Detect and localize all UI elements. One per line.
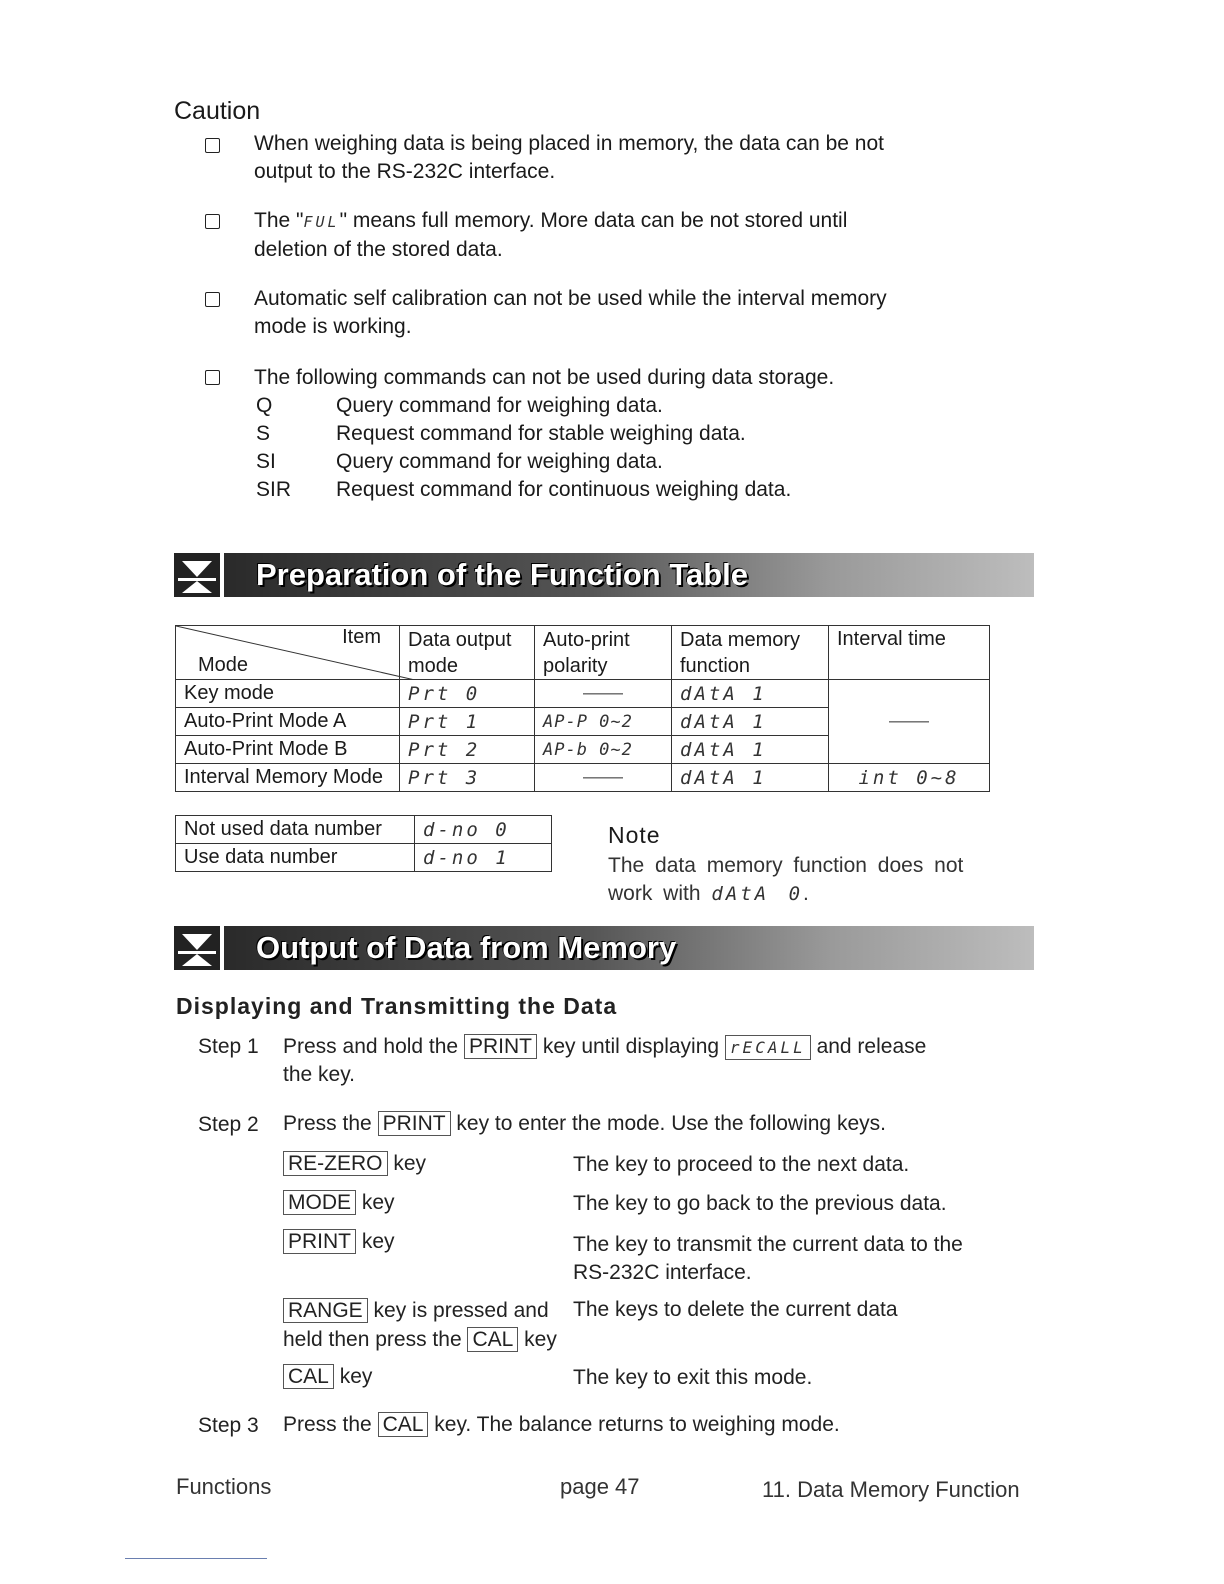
key-range: RANGE key is pressed and held then press the CAL key: [283, 1299, 557, 1351]
key-description: The key to transmit the current data to the RS-232C interface.: [573, 1233, 963, 1284]
print-key: PRINT: [464, 1034, 537, 1059]
key-description: The key to proceed to the next data.: [573, 1153, 910, 1176]
down-arrow-icon: [174, 926, 220, 970]
section-title: Preparation of the Function Table: [256, 557, 749, 592]
data-number-table: [175, 815, 552, 872]
caution-item-4: The following commands can not be used during data storage.: [254, 366, 835, 389]
key-rezero: RE-ZERO key: [283, 1151, 426, 1176]
section-banner-function-table: [174, 553, 1034, 597]
key-description: The key to exit this mode.: [573, 1366, 813, 1389]
step-2-label: Step 2: [198, 1113, 259, 1136]
cal-key: CAL: [378, 1412, 429, 1437]
caution-heading: Caution: [174, 97, 261, 125]
table-row: Use data number d-no 1: [176, 844, 552, 872]
footer-left: Functions: [176, 1474, 272, 1499]
section-banner-output-data: [174, 926, 1034, 970]
table-row: Auto-Print Mode A Prt 1 AP-P 0~2 dAtA 1: [176, 708, 990, 736]
table-row: Interval Memory Mode Prt 3 —— dAtA 1 int 0~8: [176, 764, 990, 792]
down-arrow-icon: [174, 553, 220, 597]
bullet-box-icon: [205, 292, 220, 307]
caution-item-2: The "FUL" means full memory. More data can be not stored until deletion of the stored data.: [254, 209, 848, 261]
step-3-text: Press the CAL key. The balance returns to weighing mode.: [283, 1413, 840, 1436]
section-title: Output of Data from Memory: [256, 930, 677, 965]
key-description: The key to go back to the previous data.: [573, 1192, 947, 1215]
table-row: Key mode Prt 0 —— dAtA 1 ——: [176, 680, 990, 708]
step-2-text: Press the PRINT key to enter the mode. Use the following keys.: [283, 1112, 886, 1135]
bullet-box-icon: [205, 214, 220, 229]
column-header: Interval time: [829, 626, 990, 680]
caution-item-3: Automatic self calibration can not be used while the interval memory mode is working.: [254, 287, 887, 338]
command-list: Q Query command for weighing data. S Request command for stable weighing data. SI Query command for weighing data. SIR Request command for continuous weighing data.: [256, 394, 792, 501]
step-3-label: Step 3: [198, 1414, 259, 1437]
table-row: Not used data number d-no 0: [176, 816, 552, 844]
step-1-label: Step 1: [198, 1035, 259, 1058]
segment-display-text: FUL: [303, 213, 340, 231]
caution-item-1: When weighing data is being placed in memory, the data can be not output to the RS-232C interface.: [254, 132, 884, 183]
print-key: PRINT: [378, 1111, 451, 1136]
key-mode: MODE key: [283, 1190, 395, 1215]
bottom-rule: [125, 1558, 267, 1559]
column-header: Data memory function: [672, 626, 829, 680]
subheading: Displaying and Transmitting the Data: [176, 993, 618, 1019]
bullet-box-icon: [205, 138, 220, 153]
note-text: The data memory function does not work with dAtA 0.: [608, 854, 964, 905]
column-header: Auto-print polarity: [535, 626, 672, 680]
note-title: Note: [608, 822, 661, 848]
segment-display-text: dAtA 0: [711, 883, 804, 905]
function-table: [175, 625, 990, 792]
bullet-box-icon: [205, 370, 220, 385]
step-1-text: Press and hold the PRINT key until displaying rECALL and release the key.: [283, 1035, 927, 1086]
column-header: Data output mode: [400, 626, 535, 680]
key-description: The keys to delete the current data: [573, 1298, 898, 1321]
key-print: PRINT key: [283, 1229, 395, 1254]
segment-display-recall: rECALL: [725, 1035, 811, 1060]
page-number: page 47: [560, 1474, 640, 1499]
table-corner-cell: Item Mode: [176, 626, 400, 680]
table-row: Auto-Print Mode B Prt 2 AP-b 0~2 dAtA 1: [176, 736, 990, 764]
footer-right: 11. Data Memory Function: [762, 1477, 1020, 1502]
key-cal: CAL key: [283, 1364, 372, 1389]
